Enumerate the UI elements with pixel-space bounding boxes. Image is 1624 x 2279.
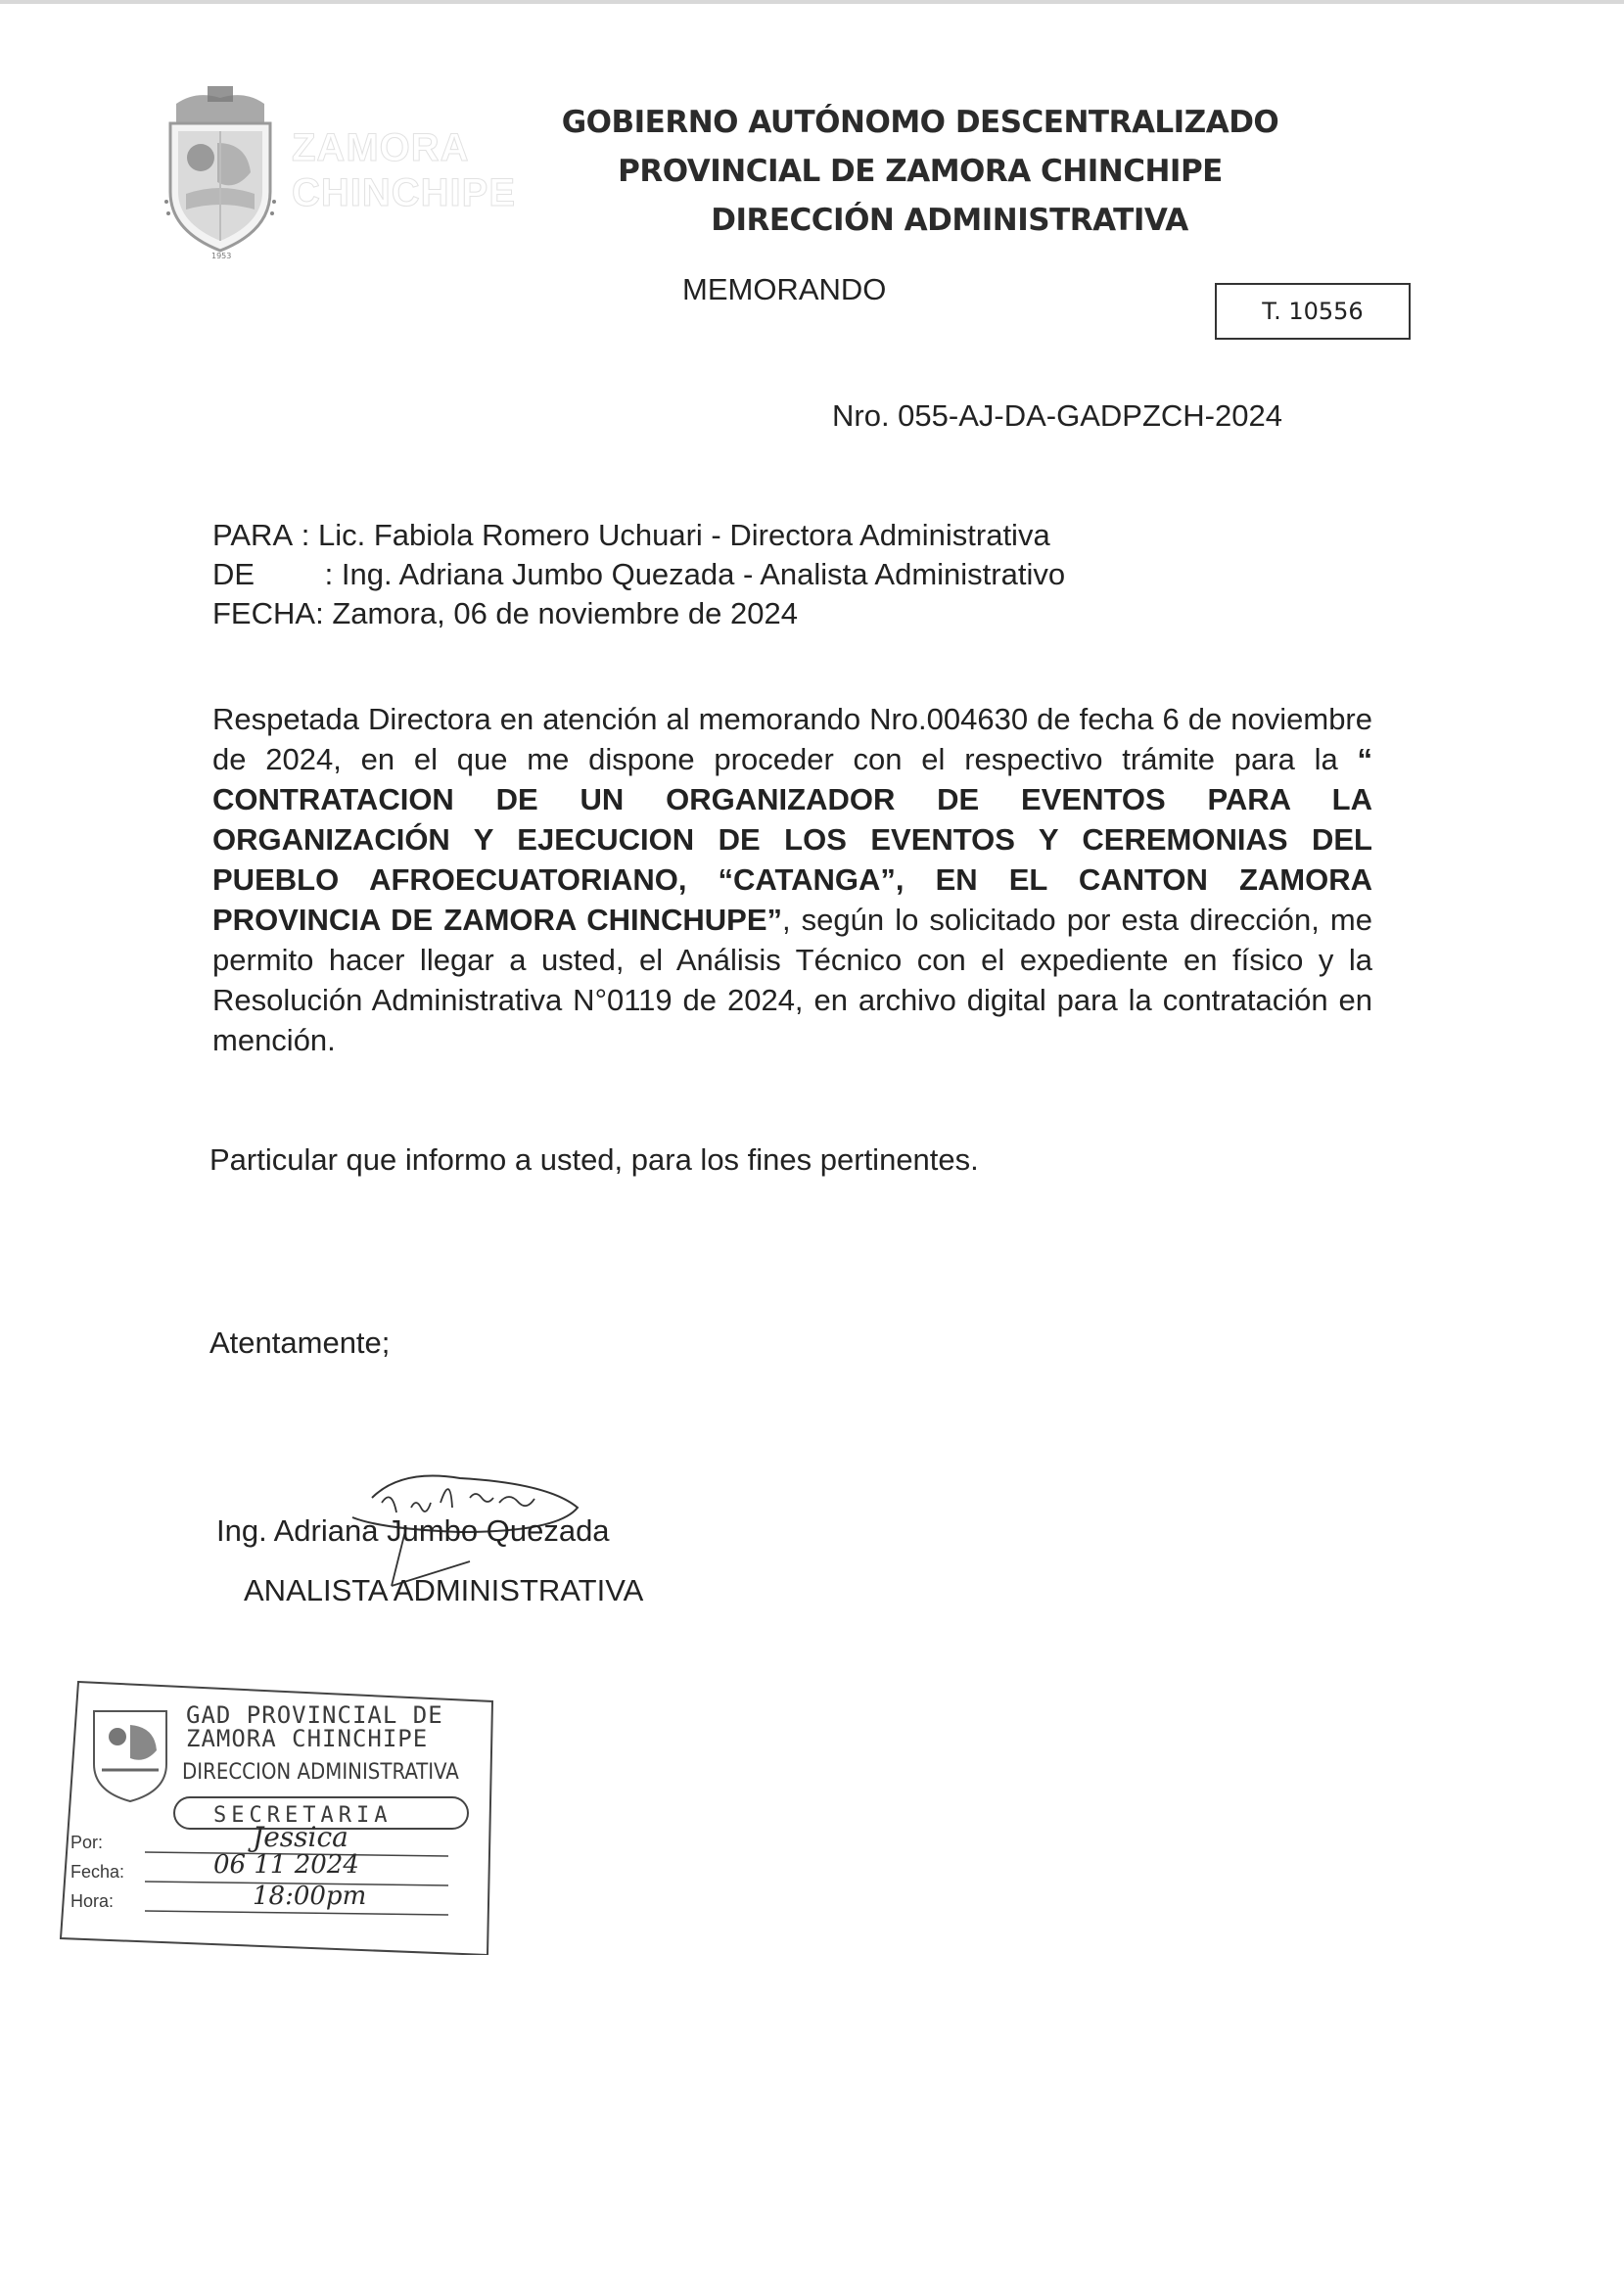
header-line-1: GOBIERNO AUTÓNOMO DESCENTRALIZADO: [561, 105, 1279, 140]
para-label: PARA: [212, 518, 294, 552]
de-value: : Ing. Adriana Jumbo Quezada - Analista Administrativo: [324, 557, 1066, 591]
closing-line: Particular que informo a usted, para los fines pertinentes.: [209, 1142, 979, 1177]
greeting: Atentamente;: [209, 1326, 391, 1360]
signer-name: Ing. Adriana Jumbo Quezada: [216, 1513, 610, 1548]
signer-title: ANALISTA ADMINISTRATIVA: [244, 1573, 644, 1607]
logo-faded-line2: CHINCHIPE: [292, 171, 517, 214]
stamp-hora-value: 18:00pm: [253, 1882, 367, 1911]
memo-number: Nro. 055-AJ-DA-GADPZCH-2024: [832, 398, 1282, 433]
de-label: DE: [212, 557, 255, 591]
stamp-por-label: Por:: [70, 1833, 104, 1852]
institution-header: [548, 98, 1292, 245]
reference-box: T. 10556: [1215, 283, 1411, 340]
meta-fecha-row: [212, 594, 1065, 633]
logo-faded-wordmark: [292, 125, 536, 223]
fecha-label: FECHA:: [212, 596, 324, 630]
scan-top-edge: [0, 0, 1624, 4]
body-rest: , según lo solicitado por esta dirección, me permito hacer llegar a usted, el Análisis Técnico con el expediente en físico y la Resolución Administrativa N°0119 de 2024, en archivo digital para la contratación en mención.: [212, 903, 1372, 1057]
provincial-shield-logo-icon: [157, 84, 284, 260]
header-line-2: PROVINCIAL DE ZAMORA CHINCHIPE: [618, 154, 1223, 189]
logo-faded-line1: ZAMORA: [292, 126, 470, 169]
stamp-shield-icon: [94, 1711, 166, 1801]
memo-title: MEMORANDO: [682, 272, 887, 306]
body-contract-title: “ CONTRATACION DE UN ORGANIZADOR DE EVENTOS PARA LA ORGANIZACIÓN Y EJECUCION DE LOS EVENTOS Y CEREMONIAS DEL PUEBLO AFROECUATORIANO, “CATANGA”, EN EL CANTON ZAMORA PROVINCIA DE ZAMORA CHINCHUPE”: [212, 742, 1372, 937]
stamp-por-value: Jessica: [253, 1821, 348, 1853]
memo-body: [212, 699, 1372, 1060]
stamp-fecha-value: 06 11 2024: [213, 1850, 359, 1880]
body-intro: Respetada Directora en atención al memorando Nro.004630 de fecha 6 de noviembre de 2024, en el que me dispone proceder con el respectivo trámite para la: [212, 702, 1372, 776]
para-value: : Lic. Fabiola Romero Uchuari - Directora Administrativa: [301, 518, 1050, 552]
memo-meta: [212, 516, 1065, 633]
stamp-hora-label: Hora:: [70, 1891, 115, 1911]
stamp-line-2: ZAMORA CHINCHIPE: [186, 1725, 429, 1752]
svg-text:1953: 1953: [211, 252, 232, 260]
stamp-line-1: GAD PROVINCIAL DE: [186, 1701, 443, 1729]
stamp-secretaria: SECRETARIA: [213, 1803, 393, 1828]
reception-stamp: [57, 1676, 497, 1955]
meta-para-row: [212, 516, 1065, 555]
stamp-line-3: DIRECCION ADMINISTRATIVA: [182, 1760, 459, 1785]
meta-de-row: [212, 555, 1065, 594]
stamp-fecha-label: Fecha:: [70, 1862, 125, 1882]
header-line-3: DIRECCIÓN ADMINISTRATIVA: [711, 203, 1188, 238]
fecha-value: Zamora, 06 de noviembre de 2024: [332, 596, 798, 630]
